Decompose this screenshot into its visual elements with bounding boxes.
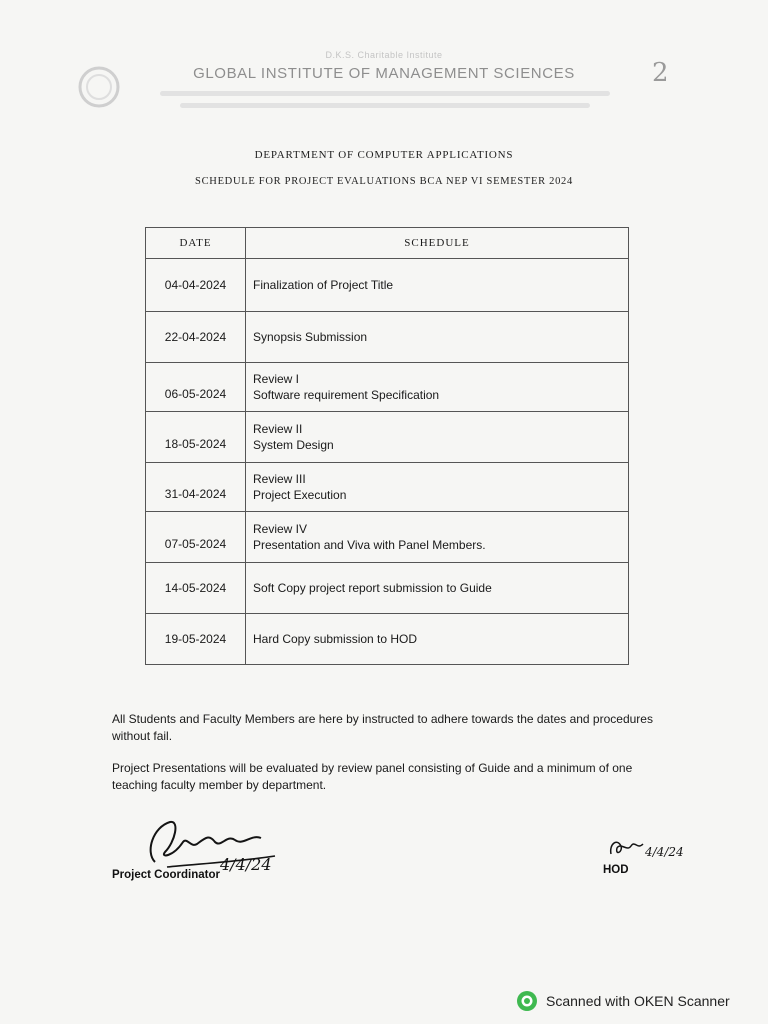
row-date: 04-04-2024 (146, 259, 246, 311)
schedule-line: Synopsis Submission (253, 330, 368, 344)
row-date: 18-05-2024 (146, 412, 246, 462)
schedule-line: Project Execution (253, 488, 347, 502)
scanner-badge (516, 990, 730, 1012)
row-date: 14-05-2024 (146, 563, 246, 613)
schedule-line: Review I (253, 372, 300, 386)
schedule-line: Soft Copy project report submission to Guide (253, 581, 492, 595)
table-row (146, 512, 628, 563)
table-row (146, 614, 628, 664)
header-date: DATE (146, 228, 246, 258)
table-row (146, 563, 628, 614)
table-row (146, 259, 628, 312)
scanner-logo-icon (516, 990, 538, 1012)
letterhead-address-line-1 (160, 91, 610, 96)
scanner-text: Scanned with OKEN Scanner (546, 993, 730, 1009)
hod-signature-icon (603, 826, 703, 868)
schedule-title: SCHEDULE FOR PROJECT EVALUATIONS BCA NEP VI SEMESTER 2024 (195, 176, 573, 187)
schedule-line: Review II (253, 422, 303, 436)
hod-label: HOD (603, 864, 629, 876)
row-date: 31-04-2024 (146, 463, 246, 511)
coordinator-sign-date: 4/4/24 (220, 855, 272, 874)
row-schedule (246, 512, 628, 562)
page-mark: 2 (652, 58, 669, 88)
letterhead-address-line-2 (180, 103, 590, 108)
hod-sign-date: 4/4/24 (645, 845, 684, 859)
letterhead-institute-name: GLOBAL INSTITUTE OF MANAGEMENT SCIENCES (193, 65, 575, 82)
letterhead-trust: D.K.S. Charitable Institute (325, 50, 443, 60)
row-schedule (246, 463, 628, 511)
row-schedule (246, 259, 628, 311)
table-header-row (146, 228, 628, 259)
schedule-line: Software requirement Specification (253, 388, 440, 402)
schedule-line: Presentation and Viva with Panel Members. (253, 538, 486, 552)
row-schedule (246, 614, 628, 664)
coordinator-label: Project Coordinator (112, 869, 220, 881)
row-date: 19-05-2024 (146, 614, 246, 664)
row-schedule (246, 412, 628, 462)
row-schedule (246, 312, 628, 362)
row-date: 06-05-2024 (146, 363, 246, 411)
schedule-table (145, 227, 629, 665)
schedule-line: Hard Copy submission to HOD (253, 632, 418, 646)
evaluation-paragraph: Project Presentations will be evaluated by review panel consisting of Guide and a minimum of one teaching faculty member by department. (112, 761, 633, 792)
row-date: 07-05-2024 (146, 512, 246, 562)
header-schedule: SCHEDULE (404, 237, 470, 249)
row-schedule (246, 363, 628, 411)
schedule-line: System Design (253, 438, 334, 452)
table-row (146, 463, 628, 512)
table-row (146, 312, 628, 363)
schedule-line: Review IV (253, 522, 308, 536)
department-heading: DEPARTMENT OF COMPUTER APPLICATIONS (254, 149, 514, 161)
schedule-line: Review III (253, 472, 306, 486)
table-row (146, 363, 628, 412)
row-date: 22-04-2024 (146, 312, 246, 362)
table-row (146, 412, 628, 463)
instruction-paragraph: All Students and Faculty Members are here by instructed to adhere towards the dates and procedures without fail. (112, 712, 653, 743)
row-schedule (246, 563, 628, 613)
schedule-line: Finalization of Project Title (253, 278, 394, 292)
